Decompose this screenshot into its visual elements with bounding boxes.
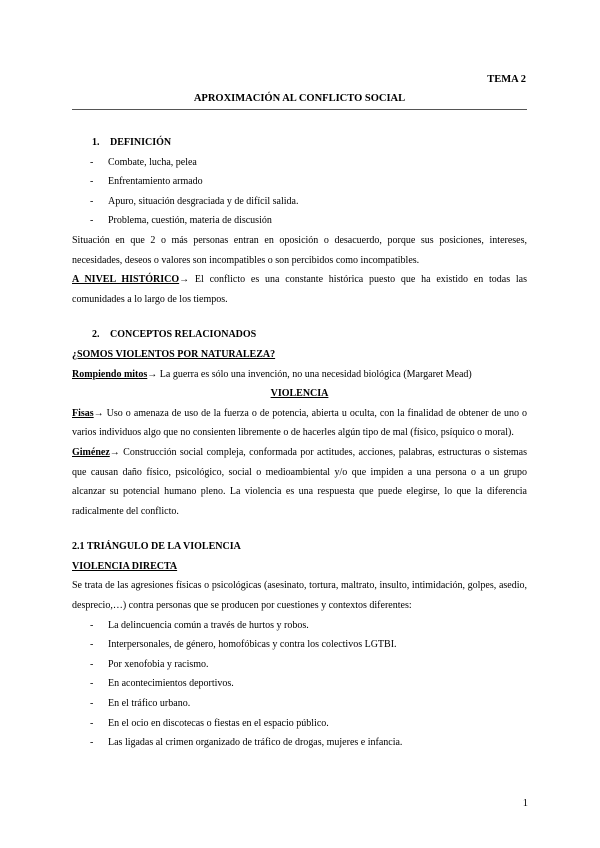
section-2-title: CONCEPTOS RELACIONADOS bbox=[110, 329, 257, 341]
list-item: - En el tráfico urbano. bbox=[72, 694, 527, 714]
violencia-directa-paragraph: Se trata de las agresiones físicas o psicológicas (asesinato, tortura, maltrato, insulto, intimidación, golpes, asedio, desprecio,…) contra personas que se producen por cuestiones y contextos diferentes: bbox=[72, 580, 527, 612]
list-item: - Las ligadas al crimen organizado de tráfico de drogas, mujeres e infancia. bbox=[72, 733, 527, 753]
list-item: - La delincuencia común a través de hurtos y robos. bbox=[72, 616, 527, 636]
arrow-glyph: → bbox=[147, 368, 158, 380]
list-item: - Problema, cuestión, materia de discusión bbox=[72, 211, 527, 231]
historico-paragraph bbox=[72, 270, 527, 309]
list-item: - Apuro, situación desgraciada y de difícil salida. bbox=[72, 192, 527, 212]
rompiendo-paragraph bbox=[72, 365, 527, 385]
arrow-glyph: → bbox=[93, 407, 104, 419]
question-heading: ¿SOMOS VIOLENTOS POR NATURALEZA? bbox=[72, 348, 276, 360]
document-title: APROXIMACIÓN AL CONFLICTO SOCIAL bbox=[193, 93, 406, 104]
list-item: - En el ocio en discotecas o fiestas en el espacio público. bbox=[72, 714, 527, 734]
list-item: - Enfrentamiento armado bbox=[72, 172, 527, 192]
arrow-glyph: → bbox=[179, 274, 190, 286]
page-number: 1 bbox=[522, 798, 528, 809]
rompiendo-label: Rompiendo mitos bbox=[72, 368, 148, 380]
title-divider bbox=[72, 109, 527, 110]
definition-paragraph: Situación en que 2 o más personas entran en oposición o desacuerdo, porque sus posiciones, intereses, necesidades, deseos o valores son incompatibles o son percibidos como incompatibles. bbox=[72, 234, 527, 266]
section-2-heading bbox=[72, 325, 527, 345]
violencia-directa-heading: VIOLENCIA DIRECTA bbox=[72, 560, 178, 572]
fisas-text: Uso o amenaza de uso de la fuerza o de potencia, abierta u oculta, con la finalidad de obtener de uno o varios individuos algo que no consienten libremente o de hacerles algún tipo de mal (físico, psíquico o moral). bbox=[72, 407, 527, 439]
fisas-paragraph bbox=[72, 404, 527, 443]
violencia-directa-list bbox=[72, 616, 527, 753]
list-item: - Combate, lucha, pelea bbox=[72, 153, 527, 173]
rompiendo-text: La guerra es sólo una invención, no una necesidad biológica (Margaret Mead) bbox=[157, 368, 472, 380]
document-body bbox=[72, 133, 527, 753]
list-item: - Por xenofobia y racismo. bbox=[72, 655, 527, 675]
gimenez-paragraph bbox=[72, 443, 527, 521]
section-1-number: 1. bbox=[92, 137, 100, 148]
gimenez-label: Giménez bbox=[72, 446, 110, 458]
gimenez-text: Construcción social compleja, conformada por actitudes, acciones, palabras, estructuras o sistemas que causan daño físico, psicológico, social o medioambiental y/o que impiden a una persona o a un grupo alcanzar su potencial humano pleno. La violencia es una respuesta que puede elegirse, lo que la diferencia radicalmente del conflicto. bbox=[72, 446, 527, 517]
definition-list bbox=[72, 153, 527, 231]
historico-label: A NIVEL HISTÓRICO bbox=[72, 274, 180, 286]
section-1-title: DEFINICIÓN bbox=[110, 137, 172, 148]
section-1-heading bbox=[72, 133, 527, 153]
list-item: - En acontecimientos deportivos. bbox=[72, 674, 527, 694]
section-2-number: 2. bbox=[92, 329, 100, 341]
list-item: - Interpersonales, de género, homofóbicas y contra los colectivos LGTBI. bbox=[72, 635, 527, 655]
fisas-label: Fisas bbox=[72, 407, 94, 419]
arrow-glyph: → bbox=[109, 446, 120, 458]
section-2-1-heading: 2.1 TRIÁNGULO DE LA VIOLENCIA bbox=[72, 541, 241, 553]
violencia-title: VIOLENCIA bbox=[270, 388, 329, 400]
tema-label: TEMA 2 bbox=[487, 74, 526, 85]
historico-text: El conflicto es una constante histórica puesto que ha existido en todas las comunidades a lo largo de los tiempos. bbox=[72, 274, 527, 305]
